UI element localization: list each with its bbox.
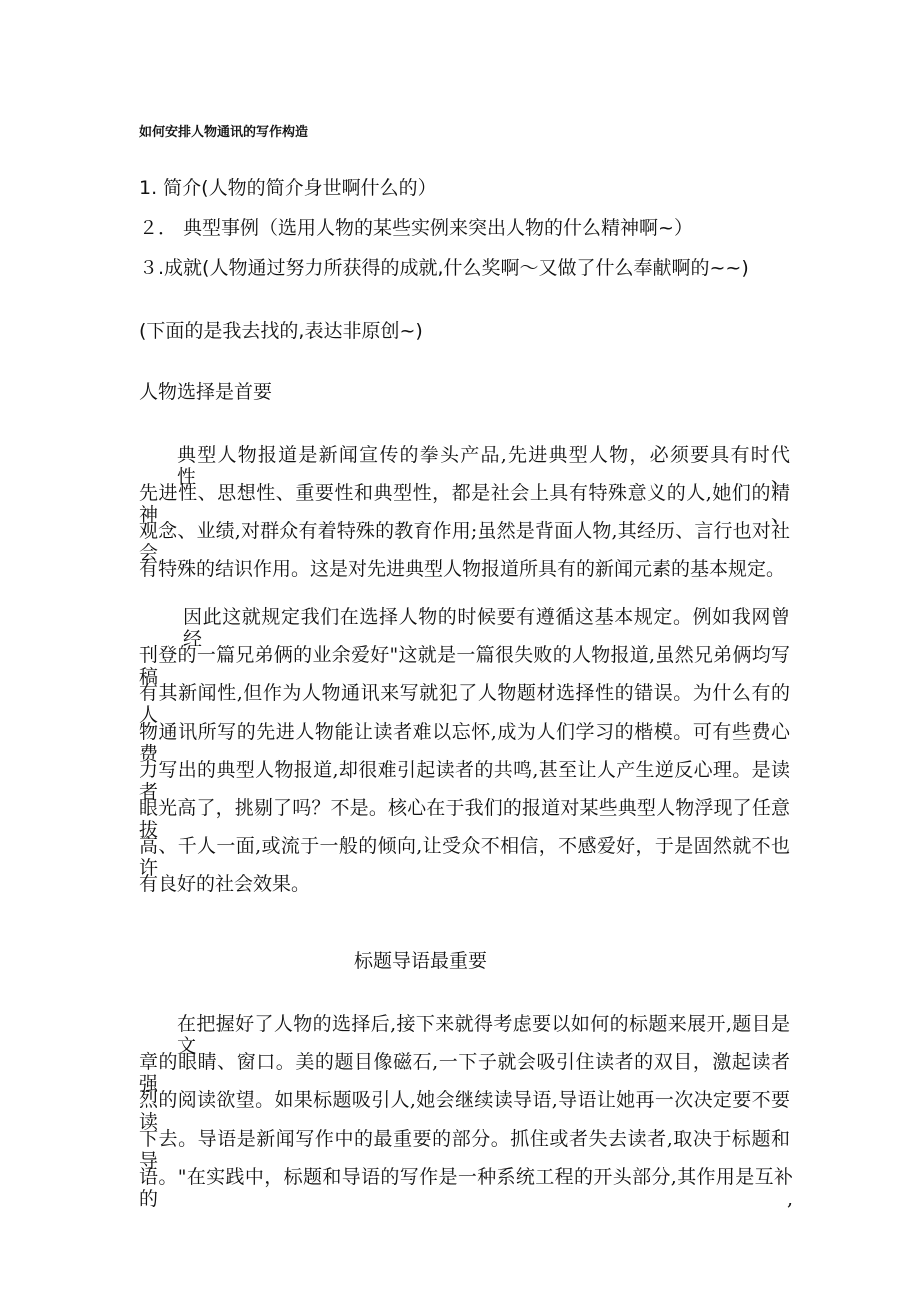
paragraph-line: 有特殊的结识作用。这是对先进典型人物报道所具有的新闻元素的基本规定。 <box>139 558 786 580</box>
outline-item: ２． 典型事例（选用人物的某些实例来突出人物的什么精神啊~） <box>139 217 693 239</box>
document-title: 如何安排人物通讯的写作构造 <box>139 125 309 140</box>
paragraph-line: 物通讯所写的先进人物能让读者难以忘怀,成为人们学习的楷模。可有些费心费 <box>139 721 790 765</box>
paragraph-line: 有其新闻性,但作为人物通讯来写就犯了人物题材选择性的错误。为什么有的人 <box>139 682 790 726</box>
paragraph-line: 高、千人一面,或流于一般的倾向,让受众不相信，不感爱好，于是固然就不也许 <box>139 835 790 879</box>
paragraph-line: 先进性、思想性、重要性和典型性，都是社会上具有特殊意义的人,她们的精神、 <box>139 482 790 526</box>
paragraph-line: 力写出的典型人物报道,却很难引起读者的共鸣,甚至让人产生逆反心理。是读者 <box>139 759 790 803</box>
paragraph-line: 有良好的社会效果。 <box>139 873 311 895</box>
outline-item: ３.成就(人物通过努力所获得的成就,什么奖啊～又做了什么奉献啊的~~) <box>139 257 749 279</box>
paragraph-line: 章的眼睛、窗口。美的题目像磁石,一下子就会吸引住读者的双目，激起读者强 <box>139 1051 790 1095</box>
paragraph-line: 典型人物报道是新闻宣传的拳头产品,先进典型人物，必须要具有时代性、 <box>177 444 790 488</box>
section-heading: 人物选择是首要 <box>139 381 273 403</box>
section-heading: 标题导语最重要 <box>354 950 488 972</box>
paragraph-line: 在把握好了人物的选择后,接下来就得考虑要以如何的标题来展开,题目是文 <box>177 1013 790 1057</box>
paragraph-line: 语。"在实践中，标题和导语的写作是一种系统工程的开头部分,其作用是互补的, <box>139 1166 793 1210</box>
source-note: (下面的是我去找的,表达非原创~) <box>139 320 423 342</box>
paragraph-line: 观念、业绩,对群众有着特殊的教育作用;虽然是背面人物,其经历、言行也对社会 <box>139 520 790 564</box>
paragraph-line: 下去。导语是新闻写作中的最重要的部分。抓住或者失去读者,取决于标题和导 <box>139 1128 790 1172</box>
paragraph-line: 因此这就规定我们在选择人物的时候要有遵循这基本规定。例如我网曾经 <box>183 606 790 650</box>
paragraph-line: 刊登的一篇兄弟俩的业余爱好"这就是一篇很失败的人物报道,虽然兄弟俩均写稿 <box>139 644 790 688</box>
paragraph-line: 烈的阅读欲望。如果标题吸引人,她会继续读导语,导语让她再一次决定要不要读 <box>139 1089 790 1133</box>
paragraph-line: 眼光高了，挑剔了吗？不是。核心在于我们的报道对某些典型人物浮现了任意拔 <box>139 797 790 841</box>
outline-item: 1. 简介(人物的简介身世啊什么的） <box>139 177 437 199</box>
